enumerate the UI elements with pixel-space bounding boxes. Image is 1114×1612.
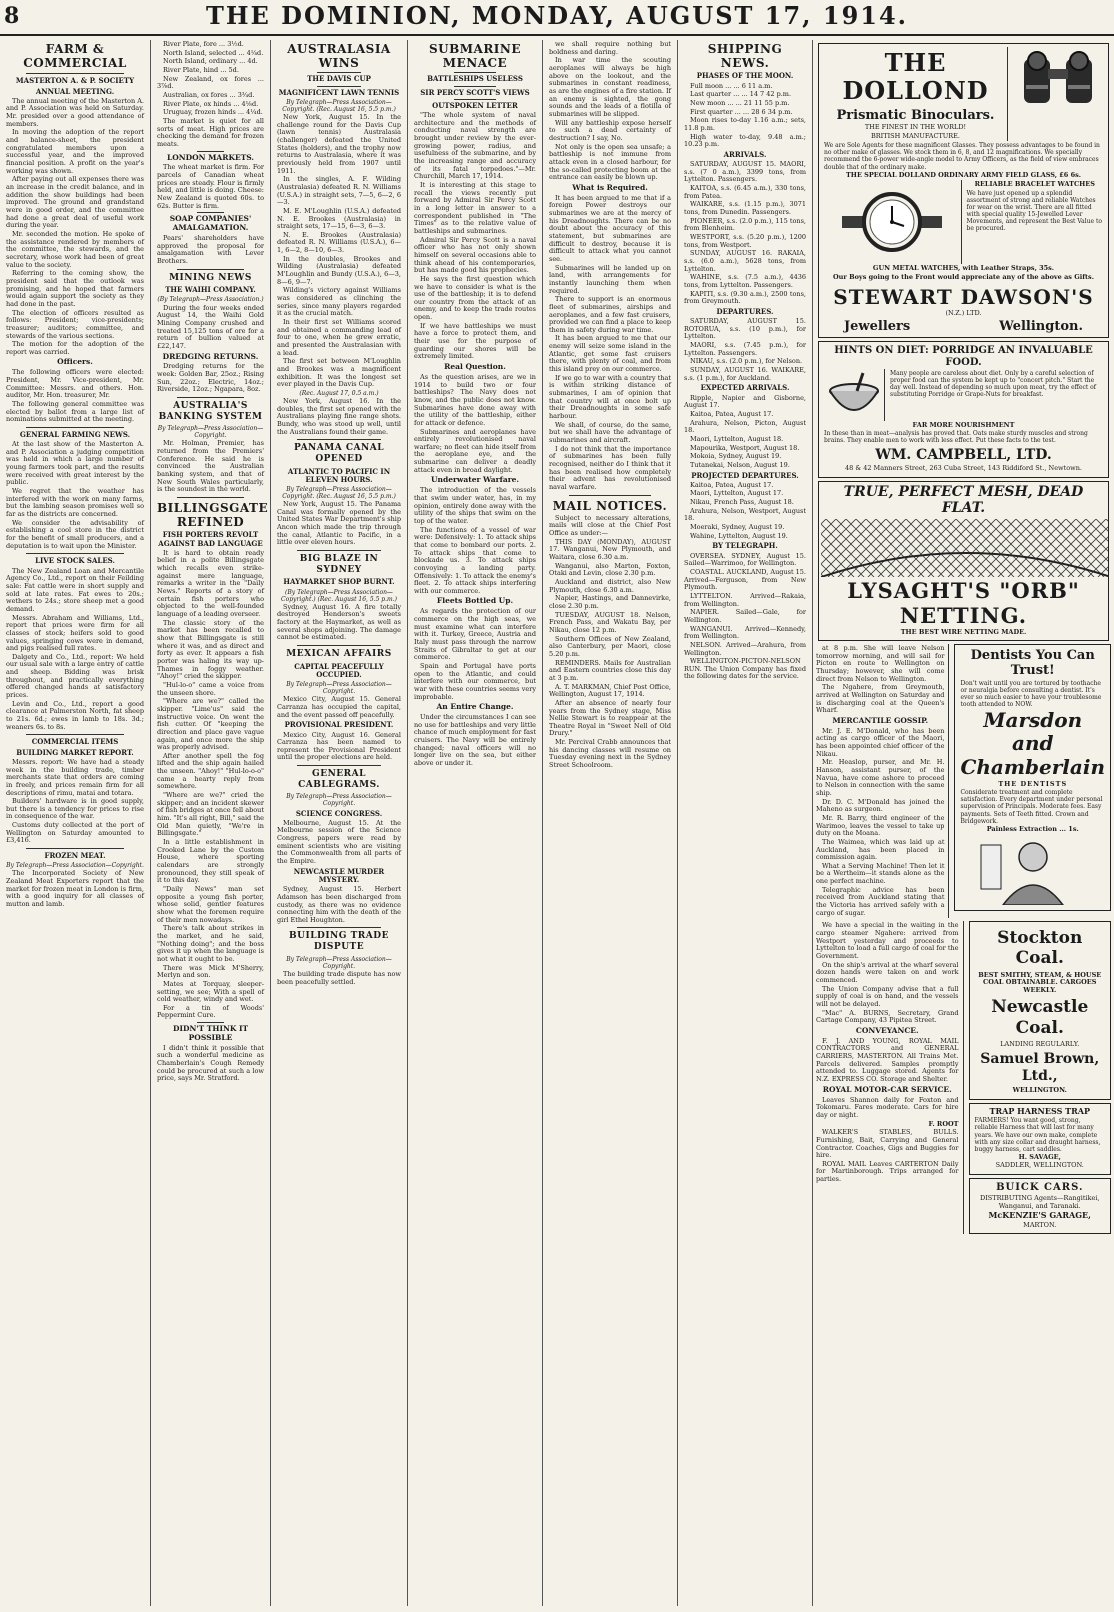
wire-netting-illustration bbox=[821, 519, 1109, 577]
dentists-price: Painless Extraction ... 1s. bbox=[986, 824, 1079, 833]
dollond-blurb: Our Boys going to the Front would appreciate any of the above as Gifts. bbox=[833, 272, 1094, 281]
porridge-headline: HINTS ON DIET: PORRIDGE AN INVALUABLE FOOD. bbox=[834, 345, 1093, 368]
trap-ad: TRAP HARNESS TRAP FARMERS! You want good, strong, reliable Harness that will last for many years. We have our own make, complete with any size collar and draught harness, buggy harness, cart saddles. H. SAVAGE, SADDLER, WELLINGTON. bbox=[969, 1103, 1112, 1175]
watch-icon bbox=[842, 182, 942, 262]
column-submarine: SUBMARINE MENACE BATTLESHIPS USELESS SIR PERCY SCOTT'S VIEWS OUTSPOKEN LETTER "The whole system of naval architecture and the methods of conducting naval strength are brought under review by the ever-growing power, radius, and usefulness of the submarine, and by the increasing range and accuracy of its fatal torpedoes."—Mr. Churchill, March 17, 1914. It is interesting at this stage to recall the views recently put forward by Admiral Sir Percy Scott in a long letter in answer to a correspondent published in "The Times" as to the relative value of battleships and submarines. Admiral Sir Percy Scott is a naval officer who has not only shown himself on several occasions able to think ahead of his contemporaries, but has made good his prophecies. He says the first question which we have to consider is what is the use of the battleship; it is to defend our country from the attack of an enemy, and to keep the trade routes open. If we have battleships we must have a force to protect them, and their use for the purpose of guarding our shores will be extremely limited. Real Question. As the question arises, are we in 1914 to build two or four battleships? The Navy does not know, and the public does not know. Submarines have done away with the utility of the battleship, either for attack or defence. Submarines and aeroplanes have entirely revolutionised naval warfare; no fleet can hide itself from the aeroplane eye, and the submarine can deliver a deadly attack even in broad daylight. Underwater Warfare. The introduction of the vessels that swim under water, has, in my opinion, entirely done away with the utility of the ships that swim on the top of the water. The functions of a vessel of war were: Defensively: 1. To attack ships that come to bombard our ports. 2. To attack ships that come to blockade us. 3. To attack ships convoying a landing party. Offensively: 1. To attack the enemy's fleet. 2. To attack ships interfering with our commerce. Fleets Bottled Up. As regards the protection of our commerce on the high seas, we must examine what can interfere with it. Turkey, Greece, Austria and Italy must pass through the narrow Straits of Gibraltar to get at our commerce. Spain and Portugal have ports open to the Atlantic, and could interfere with our commerce, but war with these countries seems very improbable. An Entire Change. Under the circumstances I can see no use for battleships and very little chance of much employment for fast cruisers. The Navy will be entirely changed; naval officers will no longer live on the sea, but either above or under it. bbox=[407, 40, 542, 1606]
dentists-name-1: Marsdon and bbox=[983, 707, 1083, 756]
coal-blurb: BEST SMITHY, STEAM, & HOUSE COAL OBTAINABLE. CARGOES WEEKLY. bbox=[978, 970, 1102, 994]
headline: SHIPPING NEWS. bbox=[707, 42, 783, 71]
headline: BUILDING TRADE DISPUTE bbox=[289, 931, 389, 953]
trap-saddler-sub: SADDLER, WELLINGTON. bbox=[995, 1161, 1084, 1170]
subheading: BATTLESHIPS USELESS bbox=[427, 74, 523, 84]
lysaght-brand: LYSAGHT'S "ORB" NETTING. bbox=[847, 577, 1080, 628]
subheading: EXPECTED ARRIVALS. bbox=[700, 383, 790, 393]
column-markets-mining: River Plate, fore ... 3½d. North Island, selected ... 4¼d. North Island, ordinary ... 4d. River Plate, hind ... 5d. New Zealand, ox fores ... 3⅞d. Australian, ox fores ... 3¾d. River Plate, ox hinds ... 4⅛d. Uruguay, frozen hinds ... 4¼d. The market is quiet for all sorts of meat. High prices are checking the demand for frozen meats. LONDON MARKETS. The wheat market is firm. For parcels of Canadian wheat prices are steady. Flour is firmly held, and little is doing. Cheese: New Zealand is quoted 60s. to 62s. Butter is firm. SOAP COMPANIES' AMALGAMATION. Pears' shareholders have approved the proposal for amalgamation with Lever Brothers. MINING NEWS THE WAIHI COMPANY. (By Telegraph—Press Association.) During the four weeks ended August 14, the Waihi Gold Mining Company crushed and treated 15,125 tons of ore for a return of bullion valued at £22,147. DREDGING RETURNS. Dredging returns for the week: Golden Bar, 25oz.; Rising Sun, 22oz.; Electric, 14oz.; Riverside, 12oz.; Ngapara, 8oz. AUSTRALIA'S BANKING SYSTEM By Telegraph—Press Association—Copyright. Mr. Holman, Premier, has returned from the Premiers' Conference. He said he is convinced the Australian banking system, and that of New South Wales particularly, is the soundest in the world. BILLINGSGATE REFINED FISH PORTERS REVOLT AGAINST BAD LANGUAGE It is hard to obtain ready belief in a polite Billingsgate which recalls even strike-against mere language, remarks a writer in the "Daily News." Reports of a story of certain fish porters who objected to the well-founded language of a leading overseer. The classic story of the market has been recalled to show that Billingsgate is still where it was, and as direct and forty as ever. It appears a fish porter was haling its way up-Thames in foggy weather. "Ahoy!" cried the skipper. "Hul-lo-o" came a voice from the unseen shore. "Where are we?" called the skipper. "Lime'us" said the instructive voice. On went the fish cutter. Of "keeping the direction and place gave vague again, and once more the ship was properly advised. After another spell the fog lifted and the ship again hailed the unseen. "Ahoy!" "Hul-lo-o-o" came a hearty reply from somewhere. "Where are we?" cried the skipper; and an incident skewer of fish bridges at once fell about him. "It's all right, Bill," said the Old Man quietly, "We're in Billingsgate." In a little establishment in Crooked Lane by the Custom House, where sporting calendars are strongly pronounced, they still speak of it to this day. "Daily News" man set opposite a young fish porter, whose solid, gentler features show what the foremen require of their men nowadays. There's talk about strikes in the market, and he said, "Nothing doing"; and the boss gives it up when the language is not what it ought to be. There was Mick M'Sherry, Merlyn and son. Mates at Torquay, sleeper-setting, we see; With a spell of cold weather, windy and wet. For a tin of Woods' Peppermint Cure. DIDN'T THINK IT POSSIBLE I didn't think it possible that such a wonderful medicine as Chamberlain's Cough Remedy could be procured at such a low price, says Mr. Stratford. bbox=[150, 40, 270, 1606]
porridge-addresses: 48 & 42 Manners Street, 263 Cuba Street, 143 Riddiford St., Newtown. bbox=[845, 464, 1082, 473]
buick-ad bbox=[969, 1178, 1112, 1234]
porridge-more: FAR MORE NOURISHMENT bbox=[912, 420, 1015, 429]
subheading: GENERAL FARMING NEWS. bbox=[19, 429, 131, 439]
dentists-lead: Dentists You Can Trust! bbox=[970, 647, 1095, 679]
coal-ad bbox=[969, 921, 1112, 1100]
newcastle-coal: Newcastle Coal. bbox=[991, 997, 1089, 1038]
section-heading: FARM & COMMERCIAL bbox=[23, 42, 127, 71]
subheading: PHASES OF THE MOON. bbox=[696, 71, 794, 81]
subheading: FISH PORTERS REVOLT AGAINST BAD LANGUAGE bbox=[158, 530, 263, 548]
dentists-ad: Dentists You Can Trust! Don't wait until you are tortured by toothache or neuralgia before consulting a dentist. It's ever so much easier to have your troublesome tooth attended to NOW. Marsdon and Chamberlain THE DENTISTS Considerate treatment and complete satisfaction. Every department under personal supervision of Principals. Moderate fees. Easy payments. Sets of Teeth fitted. Crown and Bridgework. Painless Extraction ... 1s. bbox=[954, 644, 1111, 911]
subheading: Fleets Bottled Up. bbox=[436, 596, 514, 606]
newspaper-title: THE DOMINION, MONDAY, AUGUST 17, 1914. bbox=[205, 1, 909, 30]
subheading: Underwater Warfare. bbox=[430, 475, 520, 485]
subheading: LIVE STOCK SALES. bbox=[35, 556, 115, 566]
page-number: 8 bbox=[4, 3, 20, 29]
subheading: ARRIVALS. bbox=[723, 149, 767, 159]
stockton-coal: Stockton Coal. bbox=[997, 928, 1083, 969]
porridge-company: WM. CAMPBELL, LTD. bbox=[875, 446, 1052, 463]
buick-headline: BUICK CARS. bbox=[996, 1182, 1084, 1194]
headline: BIG BLAZE IN SYDNEY bbox=[299, 554, 379, 575]
masthead bbox=[0, 0, 1114, 36]
subheading: MASTERTON A. & P. SOCIETY bbox=[15, 76, 135, 86]
dollond-product: Prismatic Binoculars. bbox=[836, 107, 995, 123]
headline: SUBMARINE MENACE bbox=[428, 42, 522, 71]
subheading: BUILDING MARKET REPORT. bbox=[16, 747, 134, 757]
misc-root: F. ROOT bbox=[928, 1119, 959, 1128]
subheading: HAYMARKET SHOP BURNT. bbox=[283, 577, 395, 587]
coal-landing: LANDING REGULARLY. bbox=[1000, 1039, 1080, 1048]
lysaght-top: TRUE, PERFECT MESH, DEAD FLAT. bbox=[843, 483, 1084, 517]
subheading: ATLANTIC TO PACIFIC IN ELEVEN HOURS. bbox=[287, 466, 391, 484]
porridge-ad: HINTS ON DIET: PORRIDGE AN INVALUABLE FOOD. Many people are careless about diet. Only by a careful selection of proper food can the system be kept up to "concert pitch." Start the day well. Instead of depending so much upon meat, try the effect of substituting Porridge or Grape-Nuts for breakfast. FAR MORE NOURISHMENT In these than in meat—analysis has proved that. Oats make sturdy muscles and strong brains. They enable men to work with less effect. Put these facts to the test. WM. CAMPBELL, LTD. 48 & 42 Manners Street, 263 Cuba Street, 143 Riddiford St., Newtown. bbox=[818, 341, 1109, 478]
subheading: BY TELEGRAPH. bbox=[712, 541, 778, 551]
dollond-gunmetal: GUN METAL WATCHES, with Leather Straps, 35s. bbox=[872, 264, 1055, 273]
misc-conveyance: CONVEYANCE. bbox=[855, 1025, 919, 1035]
subheading: OUTSPOKEN LETTER bbox=[432, 100, 518, 110]
dollond-name: THE DOLLOND bbox=[842, 48, 989, 106]
column-mail: we shall require nothing but boldness and daring. In war time the scouting aeroplanes will always be high above on the lookout, and the submarines in constant readiness, as are the engines of a fire station. If an enemy is sighted, the gong sounds and the leads of a flotilla of submarines will be slipped. Will any battleship expose herself to such a dead certainty of destruction? I say, No. Not only is the open sea unsafe; a battleship is not immune from attack even in a closed harbour, for the so-called protecting boom at the entrance can easily be blown up. What is Required. It has been argued to me that if a foreign Power destroys our submarines we are at the mercy of his Dreadnoughts. There can be no doubt about the accuracy of this statement, but submarines are difficult to destroy, because it is difficult to attack what you cannot see. Submarines will be landed up on land, with arrangements for instantly launching them when required. There to support is an enormous fleet of submarines, airships and aeroplanes, and a few fast cruisers, provided we can find a place to keep them in safety during war time. It has been argued to me that our enemy will seize some island in the Atlantic, get some fast cruisers there, with plenty of coal, and from this island prey on our commerce. If we go to war with a country that is within striking distance of submarines, I am of opinion that that country will at once bolt up their Dreadnoughts in some safe harbour. We shall, of course, do the same, but we shall have the advantage of submarines and aircraft. I do not think that the importance of submarines has been fully recognised, neither do I think that it has been realised how completely their advent has revolutionised naval warfare. MAIL NOTICES. Subject to necessary alterations, mails will close at the Chief Post Office as under:— THIS DAY (MONDAY), AUGUST 17. Wanganui, New Plymouth, and Waitara, close 6.30 a.m. Wanganui, also Marton, Foxton, Otaki and Levin, close 2.30 p.m. Auckland and district, also New Plymouth, close 6.30 a.m. Napier, Hastings, and Dannevirke, close 2.30 p.m. TUESDAY, AUGUST 18. Nelson, French Pass, and Wakatu Bay, per Nikau, close 12 p.m. Southern Offices of New Zealand, also Canterbury, per Maori, close 5.20 p.m. REMINDERS. Mails for Australian and Eastern countries close this day at 3 p.m. A. T. MARKMAN, Chief Post Office, Wellington, August 17, 1914. After an absence of nearly four years from the Sydney stage, Miss Nellie Stewart is to reappear at the Theatre Royal in "Sweet Nell of Old Drury." Mr. Percival Crabb announces that his dancing classes will resume on Tuesday evening next in the Sydney Street Schoolroom. bbox=[542, 40, 677, 1606]
misc-motor: ROYAL MOTOR-CAR SERVICE. bbox=[822, 1084, 952, 1094]
subheading: MINING NEWS bbox=[169, 272, 252, 283]
stewart-dawson-city: Wellington. bbox=[999, 318, 1083, 334]
buick-agents: DISTRIBUTING Agents—Rangitikei, Wanganui, and Taranaki. bbox=[980, 1193, 1100, 1210]
subheading: SIR PERCY SCOTT'S VIEWS bbox=[420, 87, 530, 97]
dentists-name-2: Chamberlain bbox=[960, 755, 1105, 780]
subheading: SCIENCE CONGRESS. bbox=[295, 808, 383, 818]
binoculars-icon bbox=[1018, 49, 1098, 111]
lysaght-ad bbox=[818, 481, 1109, 641]
patient-illustration bbox=[973, 835, 1093, 905]
subheading: NEWCASTLE MURDER MYSTERY. bbox=[293, 866, 385, 884]
dollond-sub: BRITISH MANUFACTURE. bbox=[871, 131, 960, 140]
subheading: Real Question. bbox=[444, 362, 506, 372]
buick-town: MARTON. bbox=[1023, 1220, 1057, 1229]
coal-brown: Samuel Brown, Ltd., bbox=[980, 1051, 1100, 1084]
headline: AUSTRALASIA WINS bbox=[287, 42, 391, 71]
headline: MEXICAN AFFAIRS bbox=[286, 649, 392, 660]
coal-city: WELLINGTON. bbox=[1012, 1086, 1067, 1095]
stewart-dawson-sub: (N.Z.) LTD. bbox=[945, 309, 982, 318]
subheading: DEPARTURES. bbox=[716, 306, 774, 316]
headline: BILLINGSGATE REFINED bbox=[157, 500, 269, 530]
dollond-tagline: THE FINEST IN THE WORLD! bbox=[864, 122, 967, 131]
dollond-bracelet: RELIABLE BRACELET WATCHES bbox=[974, 180, 1095, 189]
stewart-dawson-name: STEWART DAWSON'S bbox=[833, 284, 1094, 309]
subheading: What is Required. bbox=[572, 182, 648, 192]
subheading: PROVISIONAL PRESIDENT. bbox=[284, 720, 394, 730]
column-cables: AUSTRALASIA WINS THE DAVIS CUP MAGNIFICENT LAWN TENNIS By Telegraph—Press Association—Copyright. (Rec. August 16, 5.5 p.m.) New York, August 15. In the challenge round for the Davis Cup (lawn tennis) Australasia (challenger) defeated the United States (holders), and the trophy now returns to Australasia, where it was previously held from 1907 until 1911. In the singles, A. F. Wilding (Australasia) defeated R. N. Williams (U.S.A.) in straight sets, 7—5, 6—2, 6—3. M. E. M'Loughlin (U.S.A.) defeated N. E. Brookes (Australasia) in straight sets, 17—15, 6—3, 6—3. N. E. Brookes (Australasia) defeated R. N. Williams (U.S.A.), 6—1, 6—2, 8—10, 6—3. In the doubles, Brookes and Wilding (Australasia) defeated M'Loughlin and Bundy (U.S.A.), 6—3, 8—6, 9—7. Wilding's victory against Williams was considered as clinching the series, since many players regarded it as the crucial match. In their first set Williams scored and obtained a commanding lead of four to one, when he grew erratic, and presented the Australasian with a lead. The first set between M'Loughlin and Brookes was a magnificent exhibition. It was the longest set ever played in the Davis Cup. (Rec. August 17, 0.5 a.m.) New York, August 16. In the doubles, the first set opened with the Australians playing fine range shots. Bundy, who was stood up well, until the Australians found their game. PANAMA CANAL OPENED ATLANTIC TO PACIFIC IN ELEVEN HOURS. By Telegraph—Press Association—Copyright. (Rec. August 16, 5.5 p.m.) New York, August 15. The Panama Canal was formally opened by the United States War Department's ship Ancon which made the trip through the canal, Atlantic to Pacific, in a little over eleven hours. BIG BLAZE IN SYDNEY HAYMARKET SHOP BURNT. (By Telegraph—Press Association—Copyright.) (Rec. August 16, 5.5 p.m.) Sydney, August 16. A fire totally destroyed Henderson's sweets factory at the Haymarket, as well as several shops adjoining. The damage cannot be estimated. MEXICAN AFFAIRS CAPITAL PEACEFULLY OCCUPIED. By Telegraph—Press Association—Copyright. Mexico City, August 15. General Carranza has occupied the capital, and the event passed off peacefully. PROVISIONAL PRESIDENT. Mexico City, August 16. General Carranza has been named to represent the Provisional President until the proper elections are held. GENERAL CABLEGRAMS. By Telegraph—Press Association—Copyright. SCIENCE CONGRESS. Melbourne, August 15. At the Melbourne session of the Science Congress, papers were read by eminent scientists who are visiting the Commonwealth from all parts of the Empire. NEWCASTLE MURDER MYSTERY. Sydney, August 15. Herbert Adamson has been discharged from custody, as there was no evidence connecting him with the death of the girl Ethel Houghton. BUILDING TRADE DISPUTE By Telegraph—Press Association—Copyright. The building trade dispute has now been peacefully settled. bbox=[270, 40, 407, 1606]
subheading: MAGNIFICENT LAWN TENNIS bbox=[278, 87, 400, 97]
headline: GENERAL CABLEGRAMS. bbox=[298, 769, 380, 790]
subheading: An Entire Change. bbox=[436, 702, 514, 712]
subheading: PROJECTED DEPARTURES. bbox=[691, 470, 799, 480]
dentists-tag: THE DENTISTS bbox=[998, 779, 1068, 788]
subheading: CAPITAL PEACEFULLY OCCUPIED. bbox=[294, 661, 384, 679]
subheading: AUSTRALIA'S BANKING SYSTEM bbox=[158, 400, 263, 422]
dollond-ad: THE DOLLOND Prismatic Binoculars. THE FINEST IN THE WORLD! BRITISH MANUFACTURE. We are Sole Agents for these magnificent Glasses. They possess advantages to be found in no other make of glasses. We stock them in 6, 8, and 12 magnifications. We specially recommend the 6-power wide-angle model to Army Officers, as the field of view embraces double that of the ordinary make. THE SPECIAL DOLLAND ORDINARY ARMY FIELD GLASS, £6 6s. RELIABLE BRACELET WATCHES We have just opened up a splendid assortment of strong and reliable Watches for wear on the wrist. There are all fitted with special quality 15-Jewelled Lever Movements, and represent the Best Value to be procured. GUN METAL WATCHES, with Leather Straps, 35s. Our Boys going to the Front would appreciate any of the above as Gifts. STEWART DAWSON'S (N.Z.) LTD. Jewellers Wellington. bbox=[818, 43, 1109, 338]
subheading: THE DAVIS CUP bbox=[307, 74, 371, 84]
column-advertisements: THE DOLLOND Prismatic Binoculars. THE FINEST IN THE WORLD! BRITISH MANUFACTURE. We are Sole Agents for these magnificent Glasses. They possess advantages to be found in no other make of glasses. We stock them in 6, 8, and 12 magnifications. We specially recommend the 6-power wide-angle model to Army Officers, as the field of view embraces double that of the ordinary make. THE SPECIAL DOLLAND ORDINARY ARMY FIELD GLASS, £6 6s. RELIABLE BRACELET WATCHES We have just opened up a splendid assortment of strong and reliable Watches for wear on the wrist. There are all fitted with special quality 15-Jewelled Lever Movements, and represent the Best Value to be procured. GUN METAL WATCHES, with Leather Straps, 35s. Our Boys going to the Front would appreciate any of the above as Gifts. STEWART DAWSON'S (N.Z.) LTD. Jewellers Wellington. HINTS ON DIET: PORRIDGE AN INVALUABLE FOOD. Many people are careless about diet. Only by a careful selection of proper food can the system be kept up to "concert pitch." Start the day well. Instead of depending so much upon meat, try the effect of substituting Porridge or Grape-Nuts for breakfast. FAR MORE NOURISHMENT In these than in meat—analysis has proved that. Oats make sturdy muscles and strong brains. They enable men to work with less effect. Put these facts to the test. WM. CAMPBELL, LTD. 48 & 42 Manners Street, 263 Cuba Street, 143 Riddiford St., Newtown. TRUE, PERFECT MESH, DEAD FLAT. LYSAGHT'S "ORB" NETTING. THE BEST WIRE NETTING MADE. at 8 p.m. She will leave Nelson tomorrow morning, and will sail for Picton en route to Wellington on Thursday; however, she will come direct from Nelson to Wellington. The Ngahere, from Greymouth, arrived at Wellington on Saturday and is discharging coal at the Queen's Wharf. MERCANTILE GOSSIP. Mr. J. E. M'Donald, who has been acting as cargo officer of the Maori, has been appointed chief officer of the Nikau. Mr. Heaslop, purser, and Mr. H. Hanson, assistant purser, of the Navua, have come ashore to proceed to Nelson in connection with the same ship. Dr. D. C. M'Donald has joined the Maheno as surgeon. Mr. R. Barry, third engineer of the Warimoo, leaves the vessel to take up duty on the Moana. The Waimea, which was laid up at Auckland, has been placed in commission again. What a Serving Machine! Then let it be a Wertheim—it stands alone as the one perfect machine. Telegraphic advice has been received from Auckland stating that the Victoria has arrived safely with a cargo of sugar. Dentists You Can Trust! Don't wait until you are tortured by toothache or neuralgia before consulting a dentist. It's ever so much easier to have your troublesome tooth attended to NOW. Marsdon and Chamberlain THE DENTISTS Considerate treatment and complete satisfaction. Every department under personal supervision of Principals. Moderate fees. Easy payments. Sets of Teeth fitted. Crown and Bridgework. Painless Extraction ... 1s. We have a special in the waiting in the cargo steamer Ngahere: arrived from Westport yesterday and proceeds to Lyttelton to load a full cargo of coal for the Government. On the ship's arrival at the wharf several dozen hands were taken on and work commenced. The Union Company advise that a full supply of coal is on hand, and the vessels will not be delayed. "Mac" A. BURNS, Secretary, Grand Cartage Company, 43 Pipitea Street. CONVEYANCE. F. J. AND YOUNG, ROYAL MAIL CONTRACTORS and GENERAL CARRIERS, MASTERTON. All Trains Met. Parcels delivered. Samples promptly attended to. Luggage stored. Agents for N.Z. EXPRESS CO. Storage and Shelter. ROYAL MOTOR-CAR SERVICE. Leaves Shannon daily for Foxton and Tokomaru. Fares moderate. Cars for hire day or night. F. ROOT WALKER'S STABLES, BULLS. Furnishing, Bait, Carrying and General Contractor. Coaches, Gigs and Buggies for hire. ROYAL MAIL Leaves CARTERTON Daily for Martinborough. Trips arranged for parties. Stockton Coal. BEST SMITHY, STEAM, & HOUSE COAL OBTAINABLE. CARGOES WEEKLY. Newcastle Coal. LANDING REGULARLY. Samuel Brown, Ltd., WELLINGTON. TRAP HARNESS TRAP FARMERS! You want good, strong, reliable Harness that will last for many years. We have our own make, complete with any size collar and draught harness, buggy harness, cart saddles. H. SAVAGE, SADDLER, WELLINGTON. BUICK CARS. DISTRIBUTING Agents—Rangitikei, Wanganui, and Taranaki. McKENZIE'S GARAGE, MARTON. bbox=[812, 40, 1114, 1606]
subheading: FROZEN MEAT. bbox=[44, 851, 106, 861]
stewart-dawson-jewellers: Jewellers bbox=[844, 318, 911, 334]
subheading: COMMERCIAL ITEMS bbox=[31, 737, 119, 747]
buick-garage: McKENZIE'S GARAGE, bbox=[988, 1210, 1091, 1221]
trap-saddler: H. SAVAGE, bbox=[1018, 1152, 1061, 1161]
subheading: ANNUAL MEETING. bbox=[35, 86, 115, 96]
porridge-bowl-icon bbox=[827, 371, 881, 419]
subheading: THE WAIHI COMPANY. bbox=[165, 285, 256, 295]
headline: MAIL NOTICES. bbox=[552, 498, 668, 513]
dollond-army: THE SPECIAL DOLLAND ORDINARY ARMY FIELD GLASS, £6 6s. bbox=[845, 170, 1082, 179]
headline: PANAMA CANAL OPENED bbox=[293, 443, 385, 464]
column-farm-commercial: FARM & COMMERCIAL MASTERTON A. & P. SOCIETY ANNUAL MEETING. The annual meeting of the Masterton A. and P. Association was held on Saturday. Mr. presided over a good attendance of members. In moving the adoption of the report and balance-sheet, the president congratulated members upon a successful year, and the improved financial position. A profit on the year's working was shown. After paying out all expenses there was an increase in the credit balance, and in addition the show buildings had been improved. The ground and grandstand were in good order, and the committee had done a great deal of useful work during the year. Mr. seconded the motion. He spoke of the assistance rendered by members of the committee, the stewards, and the secretary, whose work had been of great value to the society. Referring to the coming show, the president said that the outlook was promising, and he hoped that farmers would again support the society as they had done in the past. The election of officers resulted as follows: President; vice-presidents; treasurer; auditors; committee, and stewards of the various sections. The motion for the adoption of the report was carried. Officers. The following officers were elected: President, Mr. Vice-president, Mr. Committee: Messrs. and others. Hon. auditor, Mr. Hon. treasurer, Mr. The following general committee was elected by ballot from a large list of nominations submitted at the meeting. GENERAL FARMING NEWS. At the last show of the Masterton A. and P. Association a judging competition was held in which a large number of young farmers took part, and the results were received with great interest by the public. We regret that the weather has interfered with the work on many farms, but the lambing season promises well so far as the districts are concerned. We consider the advisability of establishing a cool store in the district for the benefit of small producers, and a deputation is to wait upon the Minister. LIVE STOCK SALES. The New Zealand Loan and Mercantile Agency Co., Ltd., report on their Feilding sale: Fat cattle were in short supply and sold at late rates. Fat ewes to 20s.; wethers to 24s.; store sheep met a good demand. Messrs. Abraham and Williams, Ltd., report that prices were firm for all classes of stock; heifers sold to good values, springing cows were in demand, and pigs realised full rates. Dalgety and Co., Ltd., report: We held our usual sale with a large entry of cattle and sheep. Bidding was brisk throughout, and practically everything offered changed hands at satisfactory prices. Levin and Co., Ltd., report a good clearance at Palmerston North, fat sheep to 21s. 6d.; ewes in lamb to 18s. 3d.; weaners 6s. to 8s. COMMERCIAL ITEMS BUILDING MARKET REPORT. Messrs. report: We have had a steady week in the building trade, timber merchants state that orders are coming in freely, and prices remain firm for all descriptions of rimu, matai and totara. Builders' hardware is in good supply, but there is a tendency for prices to rise in consequence of the war. Customs duty collected at the port of Wellington on Saturday amounted to £3,416. FROZEN MEAT. By Telegraph—Press Association—Copyright. The Incorporated Society of New Zealand Meat Exporters report that the market for frozen meat in London is firm, with a good inquiry for all classes of mutton and lamb. bbox=[6, 42, 144, 909]
lysaght-tagline: THE BEST WIRE NETTING MADE. bbox=[900, 628, 1027, 637]
column-shipping: SHIPPING NEWS. PHASES OF THE MOON. Full moon ... ... 6 11 a.m. Last quarter ... ... 14 7 42 p.m. New moon ... ... 21 11 55 p.m. First quarter ... ... 28 6 34 p.m. Moon rises to-day 1.16 a.m.; sets, 11.8 p.m. High water to-day, 9.48 a.m.; 10.23 p.m. ARRIVALS. SATURDAY, AUGUST 15. MAORI, s.s. (7 0 a.m.), 3399 tons, from Lyttelton. Passengers. KAITOA, s.s. (6.45 a.m.), 330 tons, from Patea. WAIKARE, s.s. (1.15 p.m.), 3071 tons, from Dunedin. Passengers. PIONEER, s.s. (2.0 p.m.), 115 tons, from Blenheim. WESTPORT, s.s. (5.20 p.m.), 1200 tons, from Westport. SUNDAY, AUGUST 16. RAKAIA, s.s. (6.0 a.m.), 5628 tons, from Lyttelton. WAHINE, s.s. (7.5 a.m.), 4436 tons, from Lyttelton. Passengers. KAPITI, s.s. (9.30 a.m.), 2500 tons, from Greymouth. DEPARTURES. SATURDAY, AUGUST 15. ROTORUA, s.s. (10 p.m.), for Lyttelton. MAORI, s.s. (7.45 p.m.), for Lyttelton. Passengers. NIKAU, s.s. (2.0 p.m.), for Nelson. SUNDAY, AUGUST 16. WAIKARE, s.s. (1 p.m.), for Auckland. EXPECTED ARRIVALS. Ripple, Napier and Gisborne, August 17. Kaitoa, Patea, August 17. Arahura, Nelson, Picton, August 18. Maori, Lyttelton, August 18. Mapourika, Westport, August 18. Mokoia, Sydney, August 19. Tutanekai, Nelson, August 19. PROJECTED DEPARTURES. Kaitoa, Patea, August 17. Maori, Lyttelton, August 17. Nikau, French Pass, August 18. Arahura, Nelson, Westport, August 18. Moeraki, Sydney, August 19. Wahine, Lyttelton, August 19. BY TELEGRAPH. OVERSEA. SYDNEY, August 15. Sailed—Warrimoo, for Wellington. COASTAL. AUCKLAND, August 15. Arrived—Ferguson, from New Plymouth. LYTTELTON. Arrived—Rakaia, from Wellington. NAPIER. Sailed—Gale, for Wellington. WANGANUI. Arrived—Kennedy, from Wellington. NELSON. Arrived—Arahura, from Wellington. WELLINGTON-PICTON-NELSON RUN. The Union Company has fixed the following dates for the service. bbox=[677, 40, 812, 1606]
trap-heading: TRAP HARNESS TRAP bbox=[989, 1105, 1090, 1116]
